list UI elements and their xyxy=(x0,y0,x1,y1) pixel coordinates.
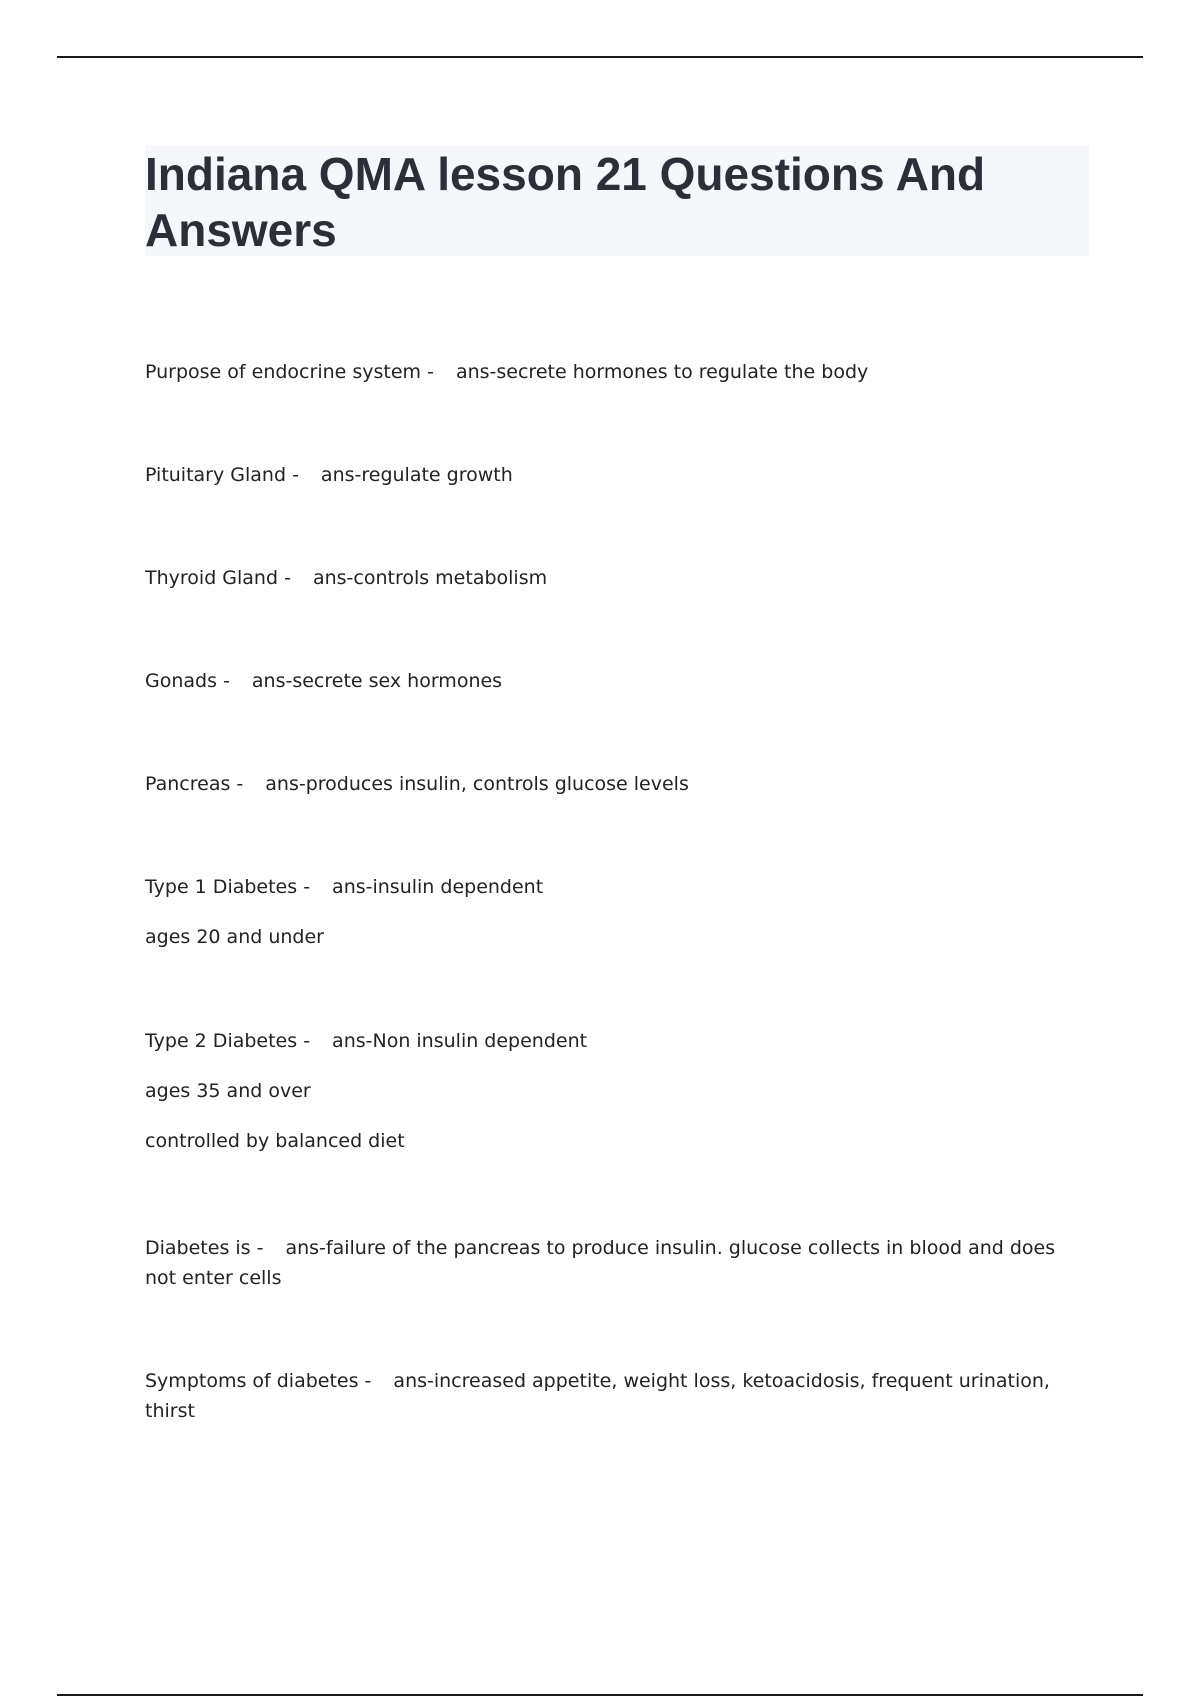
question: Type 2 Diabetes - xyxy=(145,1030,311,1052)
qa-item-pituitary xyxy=(145,460,1085,490)
qa-item-thyroid xyxy=(145,563,1085,593)
qa-item-diabetes-definition xyxy=(145,1233,1085,1293)
qa-item-gonads xyxy=(145,666,1085,696)
answer: ans-produces insulin, controls glucose levels xyxy=(265,773,689,795)
answer-continuation: ages 35 and over xyxy=(145,1080,311,1102)
question: Pancreas - xyxy=(145,773,244,795)
answer-continuation: ages 20 and under xyxy=(145,926,324,948)
qa-item-diabetes-symptoms xyxy=(145,1366,1085,1426)
question: Diabetes is - xyxy=(145,1237,264,1259)
answer: ans-Non insulin dependent xyxy=(332,1030,588,1052)
question: Type 1 Diabetes - xyxy=(145,876,311,898)
answer-continuation: controlled by balanced diet xyxy=(145,1130,405,1152)
question: Purpose of endocrine system - xyxy=(145,361,434,383)
answer: ans-insulin dependent xyxy=(332,876,544,898)
qa-item-type1-diabetes xyxy=(145,872,1085,952)
answer: ans-secrete sex hormones xyxy=(251,670,503,692)
question: Symptoms of diabetes - xyxy=(145,1370,372,1392)
top-rule xyxy=(57,56,1143,58)
document-title: Indiana QMA lesson 21 Questions And Answers xyxy=(145,148,986,256)
answer: ans-controls metabolism xyxy=(312,567,548,589)
answer: ans-increased appetite, weight loss, ketoacidosis, frequent urination, thirst xyxy=(145,1370,1050,1422)
question: Gonads - xyxy=(145,670,230,692)
question: Pituitary Gland - xyxy=(145,464,299,486)
qa-item-type2-diabetes xyxy=(145,1026,1085,1156)
answer: ans-failure of the pancreas to produce insulin. glucose collects in blood and does not enter cells xyxy=(145,1237,1056,1289)
qa-item-endocrine-purpose xyxy=(145,357,1085,387)
bottom-rule xyxy=(57,1694,1143,1696)
qa-item-pancreas xyxy=(145,769,1085,799)
title-block xyxy=(145,146,1089,256)
question: Thyroid Gland - xyxy=(145,567,291,589)
answer: ans-regulate growth xyxy=(320,464,513,486)
answer: ans-secrete hormones to regulate the body xyxy=(455,361,869,383)
